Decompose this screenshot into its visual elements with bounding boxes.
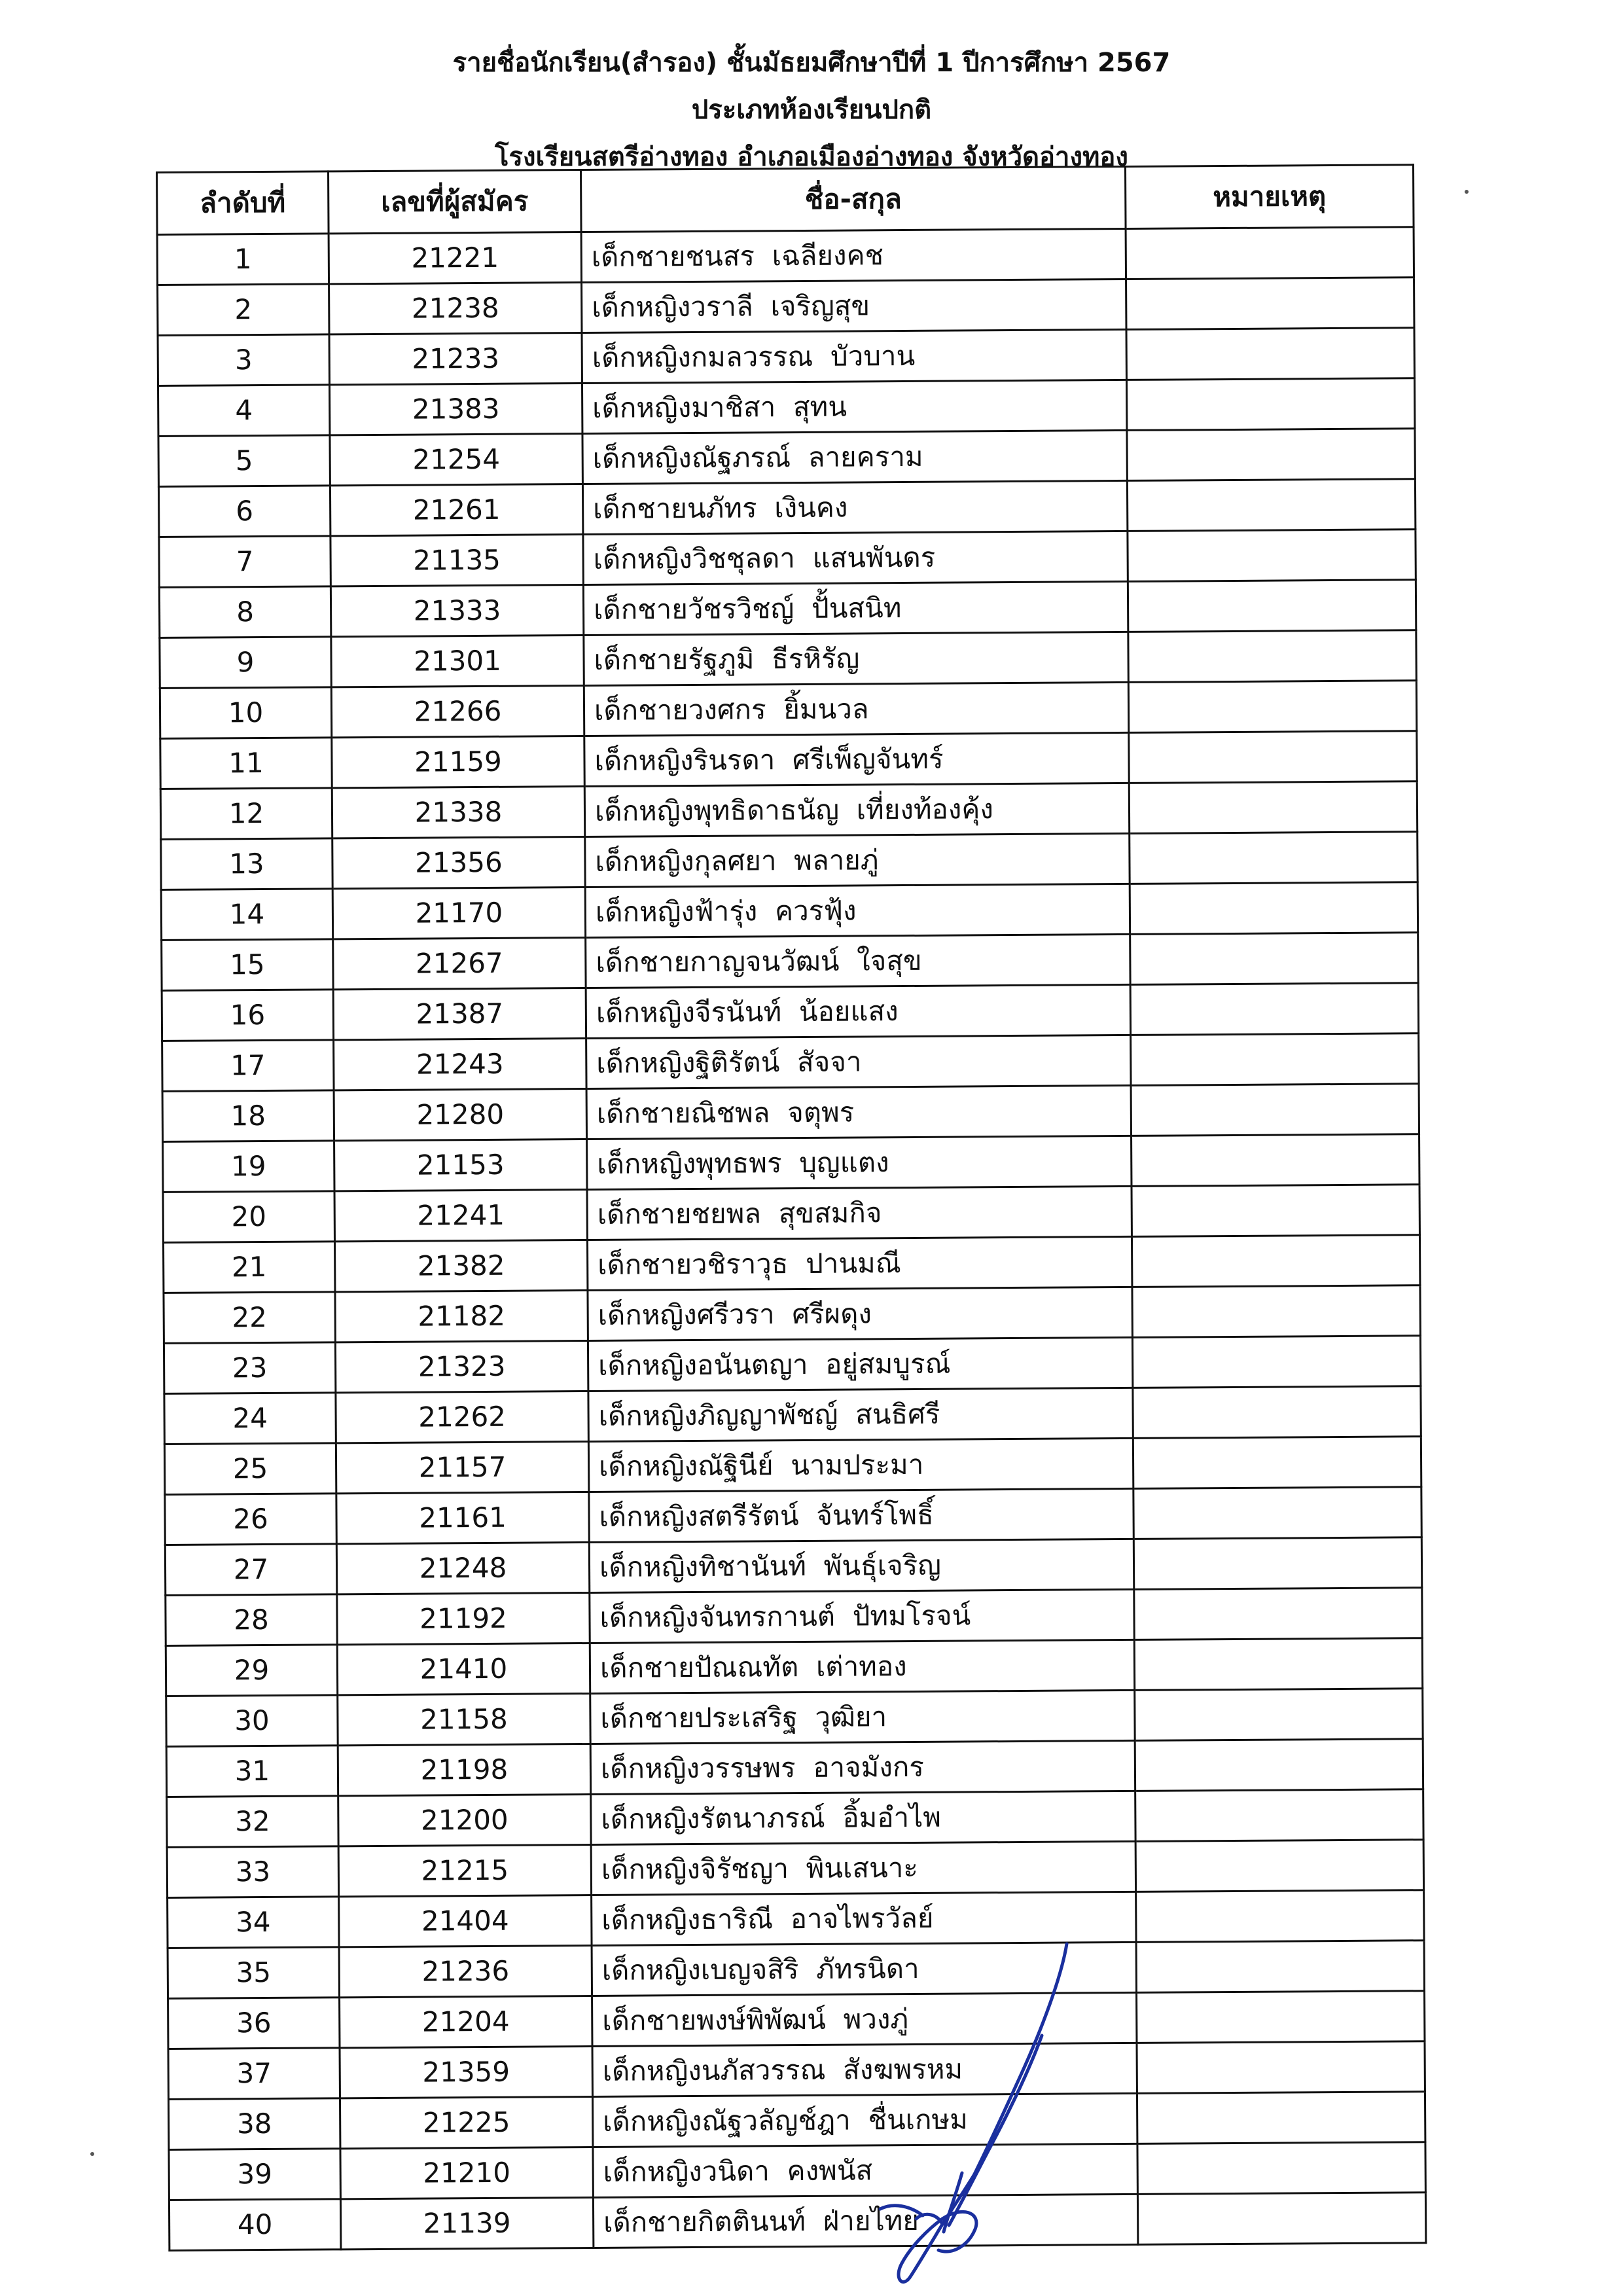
row-student-name: เด็กชายวัชรวิชญ์ ปั้นสนิท: [583, 581, 1128, 635]
table-row: [169, 2193, 1425, 2251]
table-row: [160, 630, 1416, 689]
row-student-name: เด็กหญิงอนันตญา อยู่สมบูรณ์: [588, 1337, 1132, 1391]
row-order-number: 17: [162, 1040, 334, 1092]
row-student-name: เด็กหญิงกมลวรรณ บัวบาน: [582, 329, 1126, 383]
row-applicant-id: 21238: [329, 283, 582, 334]
row-order-number: 31: [166, 1746, 338, 1797]
row-applicant-id: 21204: [340, 1996, 592, 2047]
row-student-name: เด็กชายณิชพล จตุพร: [586, 1085, 1131, 1139]
table-row: [166, 1739, 1423, 1797]
table-row: [165, 1537, 1421, 1596]
row-student-name: เด็กหญิงรินรดา ศรีเพ็ญจันทร์: [584, 732, 1129, 786]
row-student-name: เด็กหญิงวรรษพร อาจมังกร: [590, 1740, 1135, 1794]
row-student-name: เด็กชายปัณณทัต เต่าทอง: [590, 1640, 1134, 1693]
row-order-number: 4: [158, 385, 330, 437]
row-order-number: 11: [160, 738, 332, 789]
table-row: [158, 278, 1414, 336]
table-row: [162, 1033, 1419, 1092]
table-row: [161, 832, 1418, 890]
row-remark: [1134, 1638, 1422, 1691]
row-order-number: 37: [168, 2048, 340, 2100]
row-applicant-id: 21254: [330, 434, 582, 486]
row-applicant-id: 21225: [340, 2096, 592, 2148]
row-remark: [1130, 983, 1418, 1035]
table-row: [163, 1134, 1419, 1193]
table-row: [165, 1487, 1421, 1545]
row-applicant-id: 21241: [334, 1190, 587, 1242]
row-remark: [1135, 1689, 1423, 1741]
row-order-number: 12: [160, 788, 332, 840]
row-order-number: 32: [167, 1796, 338, 1848]
row-remark: [1132, 1285, 1420, 1338]
table-row: [159, 580, 1416, 638]
col-header-full-name: ชื่อ-สกุล: [580, 166, 1126, 232]
row-remark: [1130, 882, 1418, 935]
row-order-number: 2: [158, 284, 329, 336]
row-applicant-id: 21243: [334, 1039, 586, 1090]
row-applicant-id: 21333: [330, 585, 583, 637]
col-header-remark: หมายเหตุ: [1125, 165, 1414, 229]
table-row: [166, 1638, 1422, 1696]
row-order-number: 18: [162, 1090, 334, 1142]
row-order-number: 1: [157, 234, 329, 285]
row-order-number: 16: [162, 990, 333, 1041]
row-applicant-id: 21267: [333, 938, 586, 990]
row-remark: [1135, 1739, 1423, 1791]
header-school: โรงเรียนสตรีอ่างทอง อำเภอเมืองอ่างทอง จังหวัดอ่างทอง: [495, 142, 1128, 172]
row-order-number: 38: [168, 2098, 340, 2150]
row-student-name: เด็กหญิงทิชานันท์ พันธุ์เจริญ: [589, 1539, 1133, 1592]
table-row: [164, 1336, 1420, 1394]
row-remark: [1137, 2092, 1425, 2144]
row-remark: [1132, 1336, 1420, 1388]
row-student-name: เด็กหญิงฟ้ารุ่ง ควรฟุ้ง: [585, 884, 1130, 937]
row-student-name: เด็กชายพงษ์พิพัฒน์ พวงภู่: [592, 1992, 1137, 2046]
row-student-name: เด็กชายชยพล สุขสมกิจ: [587, 1186, 1132, 1240]
row-order-number: 13: [161, 838, 332, 890]
row-order-number: 27: [165, 1544, 336, 1596]
row-remark: [1126, 278, 1414, 330]
student-list-sheet: [156, 164, 1425, 2251]
table-row: [167, 1840, 1423, 1898]
row-student-name: เด็กหญิงจีรนันท์ น้อยแสง: [586, 984, 1130, 1038]
table-row: [161, 882, 1418, 941]
row-student-name: เด็กหญิงวนิดา คงพนัส: [593, 2144, 1137, 2197]
row-student-name: เด็กหญิงจันทรกานต์ ปัทมโรจน์: [590, 1589, 1134, 1643]
row-remark: [1132, 1185, 1419, 1237]
row-applicant-id: 21266: [331, 686, 584, 738]
row-student-name: เด็กหญิงพุทธพร บุญแตง: [587, 1136, 1132, 1189]
table-row: [168, 2041, 1425, 2100]
row-applicant-id: 21382: [334, 1240, 587, 1292]
row-student-name: เด็กหญิงพุทธิดาธนัญ เที่ยงท้องคุ้ง: [584, 783, 1129, 836]
table-body: [157, 227, 1426, 2251]
row-order-number: 23: [164, 1342, 335, 1394]
row-remark: [1135, 1789, 1423, 1842]
row-applicant-id: 21161: [336, 1492, 589, 1543]
row-applicant-id: 21153: [334, 1139, 587, 1191]
table-row: [168, 1941, 1424, 1999]
row-remark: [1137, 2041, 1425, 2094]
row-remark: [1126, 227, 1414, 279]
table-row: [166, 1588, 1422, 1646]
row-student-name: เด็กชายวงศกร ยิ้มนวล: [584, 682, 1128, 736]
table-row: [160, 681, 1416, 739]
row-remark: [1132, 1134, 1419, 1187]
row-order-number: 14: [161, 889, 332, 941]
row-remark: [1128, 681, 1416, 733]
table-row: [163, 1235, 1419, 1293]
row-student-name: เด็กหญิงสตรีรัตน์ จันทร์โพธิ์: [589, 1488, 1133, 1542]
row-student-name: เด็กชายวชิราวุธ ปานมณี: [587, 1236, 1132, 1290]
row-order-number: 40: [169, 2199, 340, 2251]
row-order-number: 6: [158, 486, 330, 537]
header-title: รายชื่อนักเรียน(สำรอง) ชั้นมัธยมศึกษาปีที่ 1 ปีการศึกษา 2567: [452, 48, 1171, 78]
row-remark: [1127, 479, 1415, 531]
table-row: [158, 328, 1414, 386]
row-remark: [1126, 328, 1414, 380]
row-student-name: เด็กหญิงธาริณี อาจไพรวัลย์: [592, 1892, 1136, 1945]
row-student-name: เด็กหญิงกุลศยา พลายภู่: [585, 833, 1130, 887]
table-row: [169, 2142, 1425, 2200]
row-order-number: 28: [166, 1594, 337, 1646]
row-student-name: เด็กหญิงนภัสวรรณ สังฆพรหม: [592, 2043, 1137, 2096]
row-applicant-id: 21248: [336, 1542, 589, 1594]
row-applicant-id: 21387: [333, 988, 586, 1040]
row-student-name: เด็กหญิงศรีวรา ศรีผดุง: [588, 1287, 1132, 1340]
row-applicant-id: 21383: [329, 384, 582, 435]
row-student-name: เด็กหญิงมาชิสา สุทน: [582, 380, 1126, 433]
row-student-name: เด็กชายกาญจนวัฒน์ ใจสุข: [586, 934, 1130, 988]
row-order-number: 10: [160, 687, 331, 739]
row-student-name: เด็กหญิงวิชชุลดา แสนพันดร: [583, 531, 1128, 584]
row-remark: [1128, 580, 1416, 632]
row-applicant-id: 21215: [338, 1844, 591, 1896]
row-applicant-id: 21233: [329, 333, 582, 385]
row-order-number: 39: [169, 2149, 340, 2200]
row-order-number: 7: [159, 536, 330, 588]
row-remark: [1130, 933, 1418, 985]
row-student-name: เด็กชายประเสริฐ วุฒิยา: [590, 1690, 1135, 1744]
row-order-number: 20: [163, 1191, 334, 1243]
row-applicant-id: 21158: [338, 1693, 590, 1745]
row-remark: [1131, 1084, 1419, 1136]
row-remark: [1131, 1033, 1419, 1086]
col-header-order: ลำดับที่: [157, 171, 329, 235]
row-student-name: เด็กชายรัฐภูมิ ธีรหิรัญ: [584, 632, 1128, 685]
row-remark: [1129, 731, 1417, 783]
table-row: [164, 1386, 1421, 1444]
signature-mark: [870, 1937, 1093, 2291]
table-row: [158, 378, 1415, 437]
row-student-name: เด็กหญิงณัฐวลัญช์ฎา ชื่นเกษม: [592, 2093, 1137, 2147]
row-order-number: 35: [168, 1947, 339, 1999]
row-order-number: 8: [159, 586, 330, 638]
row-remark: [1130, 832, 1418, 884]
table-row: [164, 1285, 1420, 1344]
scan-speck: [90, 2152, 94, 2156]
table-row: [168, 1991, 1425, 2049]
row-remark: [1129, 781, 1417, 834]
row-applicant-id: 21280: [334, 1089, 586, 1141]
row-applicant-id: 21198: [338, 1744, 590, 1795]
table-row: [168, 2092, 1425, 2150]
row-applicant-id: 21170: [332, 888, 585, 939]
row-student-name: เด็กหญิงเบญจสิริ ภัทรนิดา: [592, 1942, 1136, 1996]
row-applicant-id: 21236: [339, 1945, 592, 1997]
row-remark: [1137, 1991, 1425, 2043]
row-student-name: เด็กหญิงวราลี เจริญสุข: [582, 279, 1126, 332]
row-remark: [1128, 529, 1416, 582]
document-header: [0, 39, 1623, 181]
row-applicant-id: 21182: [335, 1291, 588, 1342]
row-order-number: 24: [164, 1393, 336, 1444]
table-row: [166, 1689, 1423, 1747]
table-row: [158, 479, 1415, 537]
row-student-name: เด็กหญิงจิรัชญา พินเสนาะ: [591, 1841, 1135, 1895]
row-order-number: 5: [158, 435, 330, 487]
row-applicant-id: 21159: [332, 736, 584, 788]
row-remark: [1134, 1588, 1422, 1640]
row-order-number: 36: [168, 1998, 340, 2049]
row-remark: [1126, 378, 1414, 431]
row-remark: [1136, 1941, 1424, 1993]
scan-speck: [1465, 190, 1469, 194]
row-order-number: 30: [166, 1695, 338, 1747]
student-table: [156, 164, 1427, 2251]
row-remark: [1128, 630, 1416, 683]
row-applicant-id: 21359: [340, 2046, 592, 2098]
row-applicant-id: 21301: [331, 636, 584, 687]
row-remark: [1132, 1235, 1419, 1287]
row-order-number: 33: [167, 1846, 338, 1898]
row-remark: [1133, 1386, 1421, 1439]
row-student-name: เด็กชายชนสร เฉลียงคช: [581, 228, 1126, 282]
table-row: [168, 1890, 1424, 1948]
table-row: [162, 933, 1418, 991]
table-header-row: [157, 165, 1414, 235]
table-row: [158, 429, 1415, 487]
row-remark: [1133, 1537, 1421, 1590]
row-applicant-id: 21262: [336, 1391, 588, 1443]
row-order-number: 21: [163, 1242, 334, 1293]
row-student-name: เด็กหญิงณัฐภรณ์ ลายคราม: [582, 430, 1127, 484]
table-row: [167, 1789, 1423, 1848]
row-student-name: เด็กชายกิตตินนท์ ฝ่ายไทย: [593, 2194, 1137, 2248]
row-order-number: 9: [160, 637, 331, 689]
header-classroom-type: ประเภทห้องเรียนปกติ: [691, 95, 932, 125]
row-order-number: 34: [168, 1897, 339, 1948]
row-remark: [1133, 1437, 1421, 1489]
row-applicant-id: 21261: [330, 484, 582, 536]
row-applicant-id: 21221: [329, 232, 581, 284]
row-remark: [1136, 1890, 1424, 1943]
table-row: [163, 1185, 1419, 1243]
row-applicant-id: 21323: [335, 1340, 588, 1392]
table-row: [162, 1084, 1419, 1142]
row-applicant-id: 21410: [337, 1643, 590, 1695]
table-row: [164, 1437, 1421, 1495]
row-order-number: 25: [164, 1443, 336, 1495]
row-order-number: 22: [164, 1292, 335, 1344]
table-row: [157, 227, 1414, 285]
row-remark: [1137, 2193, 1425, 2245]
row-order-number: 29: [166, 1645, 337, 1696]
row-remark: [1133, 1487, 1421, 1539]
table-row: [160, 781, 1417, 840]
row-applicant-id: 21200: [338, 1794, 591, 1846]
row-applicant-id: 21404: [339, 1895, 592, 1946]
row-order-number: 3: [158, 334, 329, 386]
row-order-number: 15: [162, 939, 333, 991]
row-order-number: 26: [165, 1494, 336, 1545]
row-applicant-id: 21135: [330, 535, 583, 586]
row-applicant-id: 21210: [340, 2147, 593, 2198]
row-applicant-id: 21356: [332, 837, 585, 889]
row-student-name: เด็กหญิงภิญญาพัชญ์ สนธิศรี: [588, 1388, 1133, 1441]
row-remark: [1137, 2142, 1425, 2195]
row-applicant-id: 21338: [332, 787, 584, 838]
row-student-name: เด็กชายนภัทร เงินคง: [582, 480, 1127, 534]
row-applicant-id: 21192: [337, 1592, 590, 1644]
row-student-name: เด็กหญิงณัฐินีย์ นามประมา: [588, 1438, 1133, 1492]
row-order-number: 19: [163, 1141, 334, 1193]
row-student-name: เด็กหญิงฐิติรัตน์ สัจจา: [586, 1035, 1131, 1088]
table-row: [162, 983, 1418, 1041]
table-row: [160, 731, 1417, 789]
table-row: [159, 529, 1416, 588]
row-remark: [1135, 1840, 1423, 1892]
row-student-name: เด็กหญิงรัตนาภรณ์ อิ้มอำไพ: [591, 1791, 1135, 1844]
col-header-applicant-id: เลขที่ผู้สมัคร: [329, 170, 582, 234]
row-remark: [1127, 429, 1415, 481]
row-applicant-id: 21157: [336, 1441, 588, 1493]
row-applicant-id: 21139: [340, 2197, 593, 2249]
